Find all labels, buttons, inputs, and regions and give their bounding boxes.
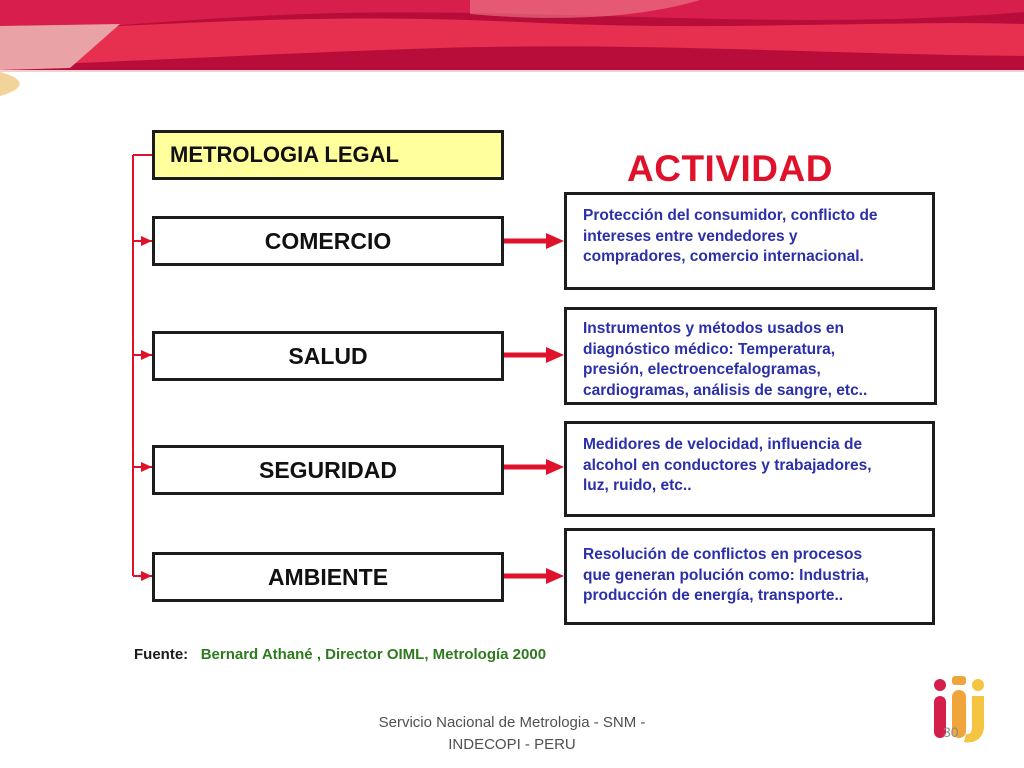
activity-line: Medidores de velocidad, influencia de xyxy=(583,436,863,453)
category-box-seguridad xyxy=(152,445,504,495)
arrowhead xyxy=(546,568,564,584)
category-label: COMERCIO xyxy=(264,227,392,254)
category-label: SEGURIDAD xyxy=(258,456,397,483)
activity-box-ambiente xyxy=(564,528,935,625)
activity-line: presión, electroencefalogramas, xyxy=(583,361,821,378)
activity-line: intereses entre vendedores y xyxy=(583,227,798,245)
activity-line: cardiogramas, análisis de sangre, etc.. xyxy=(583,381,868,399)
activity-line: compradores, comercio internacional. xyxy=(583,248,864,265)
source-text: Bernard Athané , Director OIML, Metrología 2000 xyxy=(200,646,547,663)
activity-line: alcohol en conductores y trabajadores, xyxy=(583,456,872,474)
activity-line: producción de energía, transporte.. xyxy=(583,587,844,604)
actividad-heading: ACTIVIDAD xyxy=(627,148,833,189)
category-box-salud xyxy=(152,331,504,381)
category-label: SALUD xyxy=(288,342,368,369)
activity-line: Instrumentos y métodos usados en xyxy=(583,320,844,337)
activity-box-comercio xyxy=(564,192,935,290)
activity-line: Protección del consumidor, conflicto de xyxy=(583,207,878,224)
category-box-comercio xyxy=(152,216,504,266)
trunk-arrowhead xyxy=(141,350,152,360)
source-label: Fuente: xyxy=(134,646,189,663)
trunk-arrowhead xyxy=(141,236,152,246)
page-number: 30 xyxy=(943,724,959,740)
organization-logo xyxy=(928,676,990,746)
activity-line: que generan polución como: Industria, xyxy=(583,566,869,584)
metrologia-legal-label: METROLOGIA LEGAL xyxy=(170,142,399,167)
arrowhead xyxy=(546,233,564,249)
arrowhead xyxy=(546,347,564,363)
activity-line: Resolución de conflictos en procesos xyxy=(583,546,863,563)
arrowhead xyxy=(546,459,564,475)
source-citation xyxy=(134,646,546,663)
activity-box-salud xyxy=(564,307,937,405)
activity-line: diagnóstico médico: Temperatura, xyxy=(583,340,836,358)
footer-line-2: INDECOPI - PERU xyxy=(448,736,576,753)
footer-line-1: Servicio Nacional de Metrologia - SNM - xyxy=(378,714,646,731)
activity-line: luz, ruido, etc.. xyxy=(583,477,692,494)
category-label: AMBIENTE xyxy=(267,563,389,590)
trunk-arrowhead xyxy=(141,462,152,472)
category-box-ambiente xyxy=(152,552,504,602)
trunk-arrowhead xyxy=(141,571,152,581)
activity-box-seguridad xyxy=(564,421,935,517)
metrologia-legal-box xyxy=(152,130,504,180)
slide-footer xyxy=(362,712,662,756)
